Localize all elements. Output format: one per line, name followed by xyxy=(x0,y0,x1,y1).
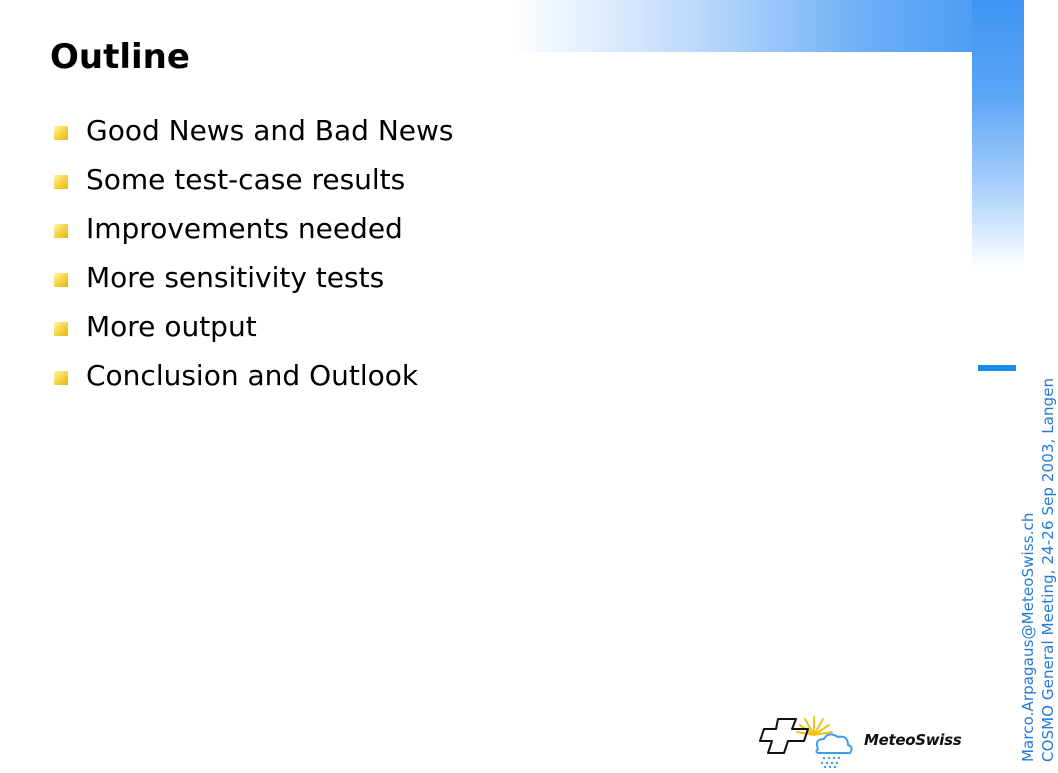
bullet-text: Conclusion and Outlook xyxy=(86,358,419,392)
swiss-cross-weather-icon xyxy=(756,713,862,769)
bullet-item-improvements xyxy=(50,204,453,253)
author-email: Marco.Arpagaus@MeteoSwiss.ch xyxy=(1019,512,1037,762)
bullet-item-test-case xyxy=(50,155,453,204)
slide-title: Outline xyxy=(50,37,190,77)
square-bullet-icon xyxy=(54,175,68,189)
meeting-info: COSMO General Meeting, 24-26 Sep 2003, Langen xyxy=(1039,377,1057,762)
meteoswiss-logo xyxy=(756,713,966,769)
bullet-item-output xyxy=(50,302,453,351)
bullet-text: More output xyxy=(86,309,257,343)
bullet-text: Good News and Bad News xyxy=(86,113,454,147)
bullet-list xyxy=(50,106,453,400)
right-gradient-band xyxy=(972,0,1024,268)
square-bullet-icon xyxy=(54,322,68,336)
bullet-item-sensitivity xyxy=(50,253,453,302)
square-bullet-icon xyxy=(54,371,68,385)
square-bullet-icon xyxy=(54,273,68,287)
bullet-text: Improvements needed xyxy=(86,211,403,245)
square-bullet-icon xyxy=(54,224,68,238)
bullet-text: More sensitivity tests xyxy=(86,260,385,294)
accent-bar xyxy=(978,365,1016,371)
square-bullet-icon xyxy=(54,126,68,140)
bullet-item-conclusion xyxy=(50,351,453,400)
footer-vertical-text xyxy=(1018,378,1058,762)
bullet-text: Some test-case results xyxy=(86,162,406,196)
logo-wordmark: MeteoSwiss xyxy=(864,731,962,749)
bullet-item-good-news xyxy=(50,106,453,155)
